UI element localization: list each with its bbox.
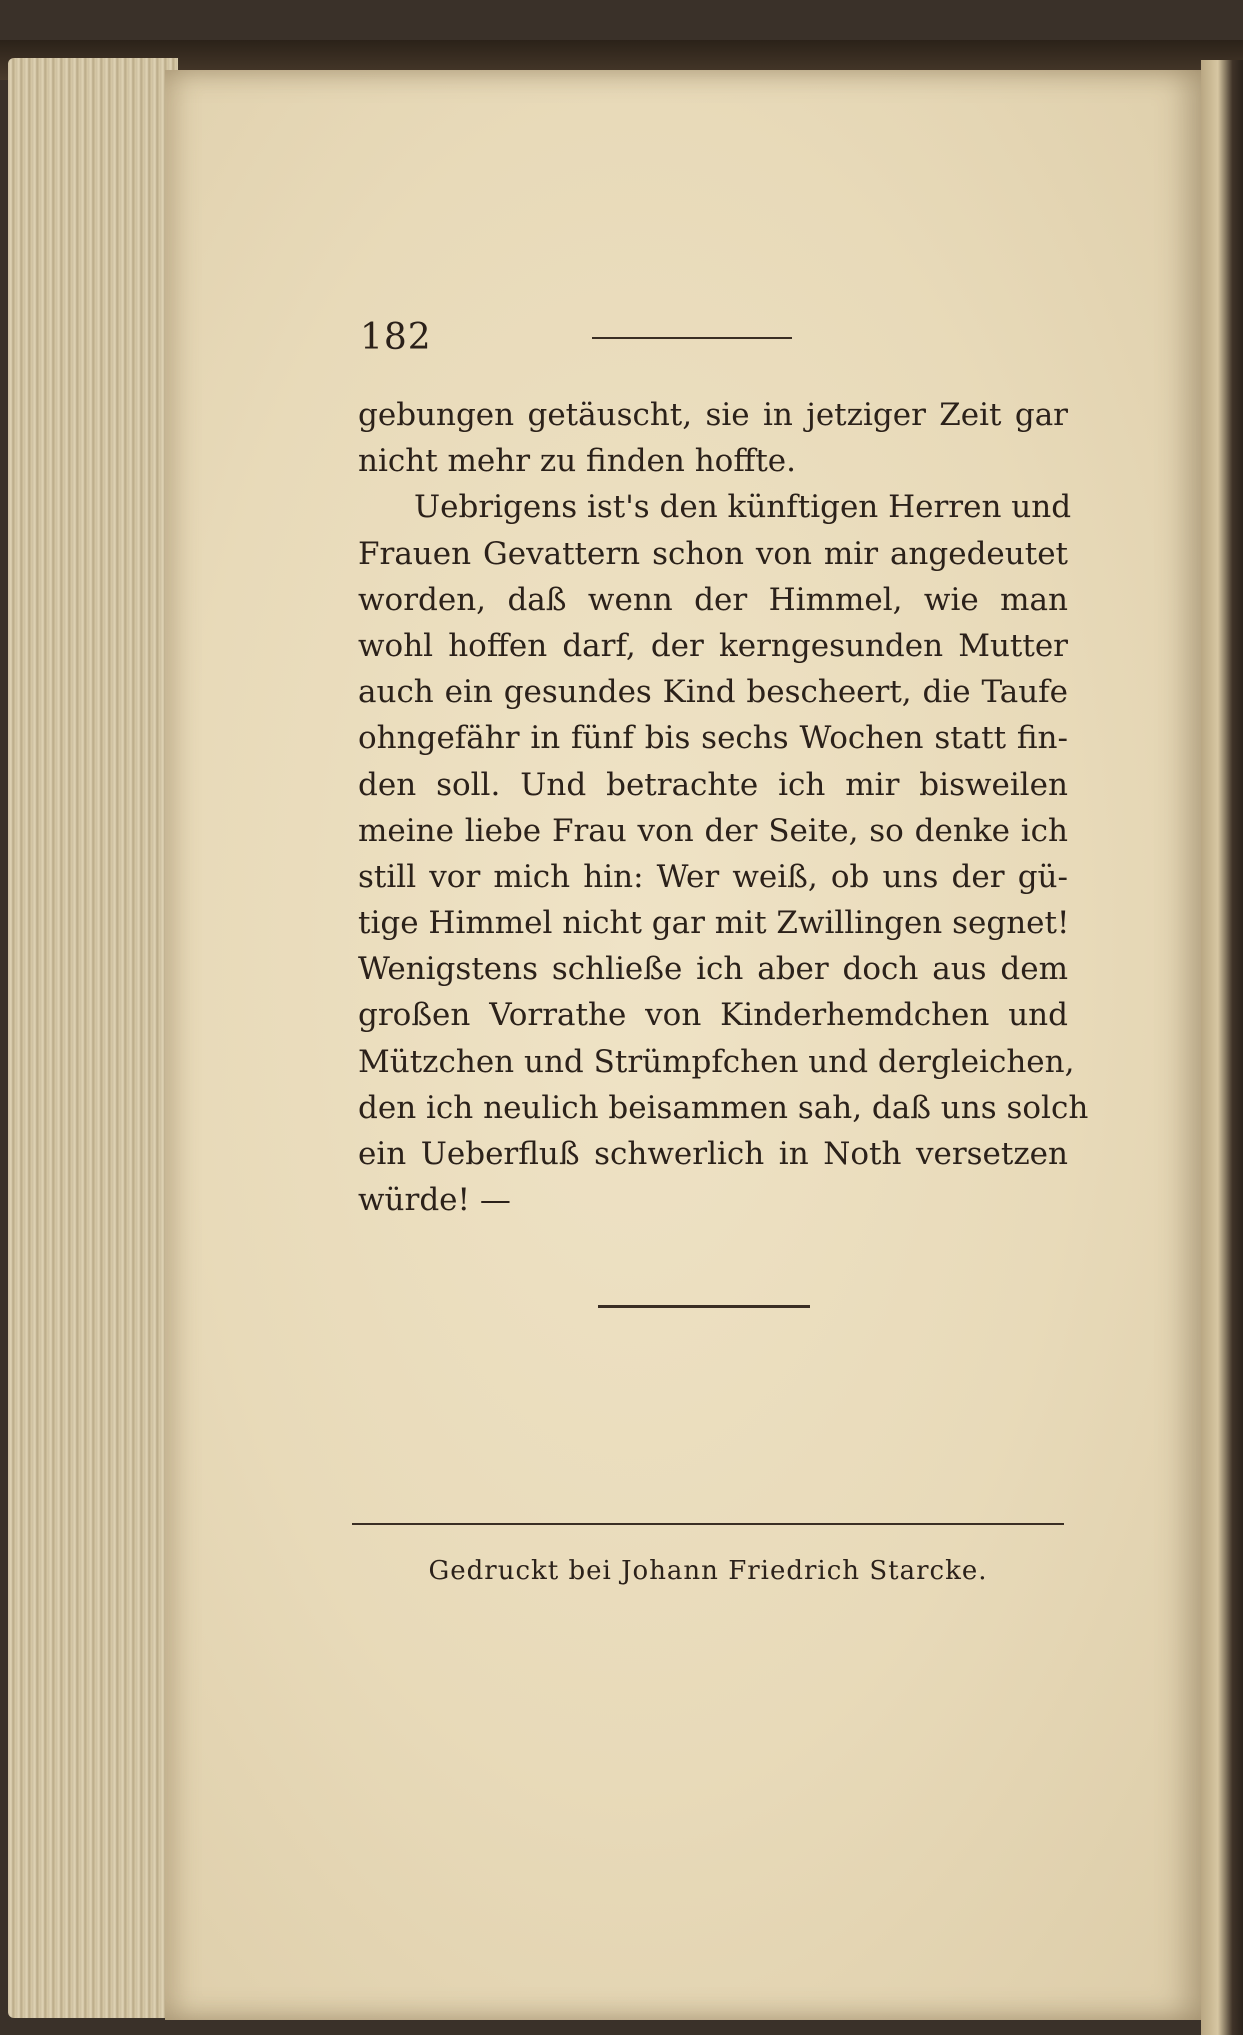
text-line: ohngefähr in fünf bis sechs Wochen statt fin- xyxy=(358,720,1068,757)
text-line: still vor mich hin: Wer weiß, ob uns der gü- xyxy=(358,858,1068,895)
printer-imprint: Gedruckt bei Johann Friedrich Starcke. xyxy=(428,1556,988,1586)
text-line: Wenigstens schließe ich aber doch aus dem xyxy=(358,951,1068,988)
end-rule xyxy=(598,1305,810,1308)
text-line: nicht mehr zu finden hoffte. xyxy=(358,443,797,480)
text-line: ein Ueberfluß schwerlich in Noth versetzen xyxy=(358,1136,1068,1172)
text-line: Frauen Gevattern schon von mir angedeutet xyxy=(358,535,1068,572)
text-line: gebungen getäuscht, sie in jetziger Zeit gar xyxy=(358,397,1068,433)
text-line: großen Vorrathe von Kinderhemdchen und xyxy=(358,997,1068,1034)
page-number: 182 xyxy=(360,317,432,358)
text-line: tige Himmel nicht gar mit Zwillingen segnet! xyxy=(358,905,1070,942)
text-line: worden, daß wenn der Himmel, wie man xyxy=(358,581,1068,618)
text-line: Uebrigens ist's den künftigen Herren und xyxy=(414,489,1072,526)
text-line: wohl hoffen darf, der kerngesunden Mutter xyxy=(358,627,1068,664)
book-spine-right xyxy=(1201,60,1243,2035)
text-line: den soll. Und betrachte ich mir bisweilen xyxy=(358,766,1068,803)
text-line: auch ein gesundes Kind bescheert, die Taufe xyxy=(358,674,1068,711)
imprint-rule xyxy=(352,1523,1064,1525)
header-rule xyxy=(592,337,792,339)
page-edges-left xyxy=(8,58,178,2018)
text-line: meine liebe Frau von der Seite, so denke ich xyxy=(358,812,1068,849)
page-header xyxy=(360,305,800,365)
text-line: den ich neulich beisammen sah, daß uns solch xyxy=(358,1089,1089,1126)
text-line: Mützchen und Strümpfchen und dergleichen, xyxy=(358,1043,1075,1080)
text-line: würde! — xyxy=(358,1182,511,1219)
body-text xyxy=(358,392,1089,1223)
